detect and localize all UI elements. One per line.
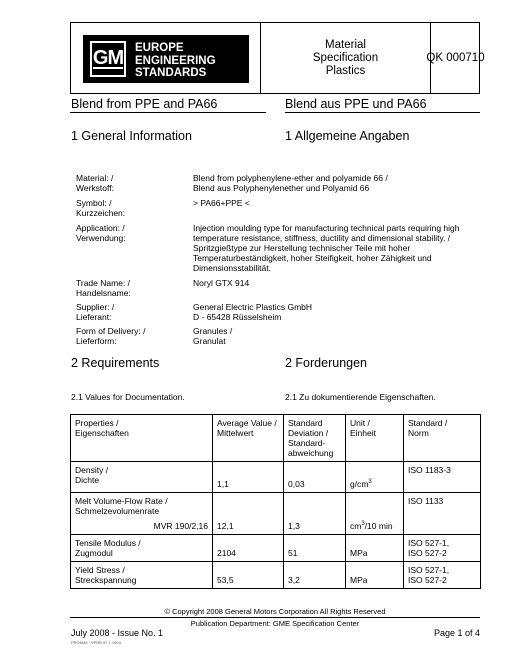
cell-average: 1,1 bbox=[213, 462, 284, 493]
subsection-en: 2.1 Values for Documentation. bbox=[71, 392, 185, 402]
doc-number-cell bbox=[426, 23, 485, 93]
cell-norm: ISO 1183-3 bbox=[404, 462, 481, 493]
section2-heading-de: 2 Forderungen bbox=[285, 356, 368, 370]
form-code: PROM45 · VPRB 97 1 1903 bbox=[71, 640, 121, 645]
info-value-supplier: General Electric Plastics GmbH D - 65428 Rüsselsheim bbox=[193, 302, 313, 322]
cell-deviation: 51 bbox=[284, 535, 346, 562]
cell-unit: $cm^3/10$ min bbox=[346, 493, 404, 535]
org-name: EUROPE ENGINEERING STANDARDS bbox=[135, 42, 216, 79]
section1-heading-en: 1 General Information bbox=[71, 129, 192, 143]
cell-deviation: 0,03 bbox=[284, 462, 346, 493]
table-row bbox=[71, 493, 481, 535]
cell-property: Density / Dichte bbox=[71, 462, 213, 493]
title-en: Blend from PPE and PA66 bbox=[71, 97, 218, 111]
divider bbox=[285, 112, 480, 113]
info-value-application: Injection moulding type for manufacturing technical parts requiring high temperature resistance, stiffness, ductility and dimensional stability. / Spritzgießtype zur Herstellung technischer Teile mit hoher Temperaturbeständigkeit, hoher Steifigkeit, hoher Zähigkeit und Dimensionsstabilität. bbox=[193, 223, 460, 273]
header-deviation: Standard Deviation / Standard- abweichung bbox=[284, 415, 346, 462]
publication-department: Publication Department: GME Specification Center bbox=[190, 619, 360, 628]
page-number: Page 1 of 4 bbox=[433, 628, 480, 638]
info-label-application: Application: / Verwendung: bbox=[76, 223, 126, 243]
logo-cell bbox=[71, 23, 261, 93]
info-value-tradename: Noryl GTX 914 bbox=[193, 278, 250, 288]
gm-logo-mark: GM bbox=[90, 41, 126, 77]
table-row bbox=[71, 562, 481, 589]
properties-table bbox=[70, 414, 481, 589]
title-de: Blend aus PPE und PA66 bbox=[285, 97, 427, 111]
cell-property: Melt Volume-Flow Rate / Schmelzevolumenrate MVR 190/2,16 bbox=[71, 493, 213, 535]
info-label-tradename: Trade Name: / Handelsname: bbox=[76, 278, 131, 298]
doc-number: QK 000710 bbox=[426, 52, 485, 64]
cell-average: 53,5 bbox=[213, 562, 284, 589]
cell-average: 2104 bbox=[213, 535, 284, 562]
section2-heading-en: 2 Requirements bbox=[71, 356, 160, 370]
header-unit: Unit / Einheit bbox=[346, 415, 404, 462]
cell-norm: ISO 527-1, ISO 527-2 bbox=[404, 562, 481, 589]
cell-property: Yield Stress / Streckspannung bbox=[71, 562, 213, 589]
cell-property: Tensile Modulus / Zugmodul bbox=[71, 535, 213, 562]
info-label-material: Material: / Werkstoff: bbox=[76, 173, 114, 193]
table-row bbox=[71, 535, 481, 562]
footer-divider bbox=[70, 617, 480, 618]
table-header-row bbox=[71, 415, 481, 462]
cell-deviation: 3,2 bbox=[284, 562, 346, 589]
subsection-de: 2.1 Zu dokumentierende Eigenschaften. bbox=[285, 392, 436, 402]
cell-unit: MPa bbox=[346, 562, 404, 589]
doc-type: Material Specification Plastics bbox=[261, 23, 431, 93]
info-label-supplier: Supplier: / Lieferant: bbox=[76, 302, 115, 322]
info-value-symbol: > PA66+PPE < bbox=[193, 198, 250, 208]
header-average: Average Value / Mittelwert bbox=[213, 415, 284, 462]
header-box bbox=[70, 22, 485, 94]
info-label-symbol: Symbol: / Kurzzeichen: bbox=[76, 198, 126, 218]
info-label-delivery: Form of Delivery: / Lieferform: bbox=[76, 326, 146, 346]
cell-average: 12,1 bbox=[213, 493, 284, 535]
info-value-material: Blend from polyphenylene-ether and polyamide 66 / Blend aus Polyphenylenether und Polyamid 66 bbox=[193, 173, 388, 193]
cell-norm: ISO 1133 bbox=[404, 493, 481, 535]
cell-unit: MPa bbox=[346, 535, 404, 562]
gm-logo bbox=[83, 35, 249, 83]
table-row bbox=[71, 462, 481, 493]
info-value-delivery: Granules / Granulat bbox=[193, 326, 233, 346]
header-properties: Properties / Eigenschaften bbox=[71, 415, 213, 462]
divider bbox=[70, 112, 266, 113]
issue-info: July 2008 - Issue No. 1 bbox=[71, 628, 164, 638]
copyright: © Copyright 2008 General Motors Corporation All Rights Reserved bbox=[164, 607, 386, 616]
cell-norm: ISO 527-1, ISO 527-2 bbox=[404, 535, 481, 562]
cell-deviation: 1,3 bbox=[284, 493, 346, 535]
header-norm: Standard / Norm bbox=[404, 415, 481, 462]
section1-heading-de: 1 Allgemeine Angaben bbox=[285, 129, 410, 143]
cell-unit: $g/cm^3$ bbox=[346, 462, 404, 493]
